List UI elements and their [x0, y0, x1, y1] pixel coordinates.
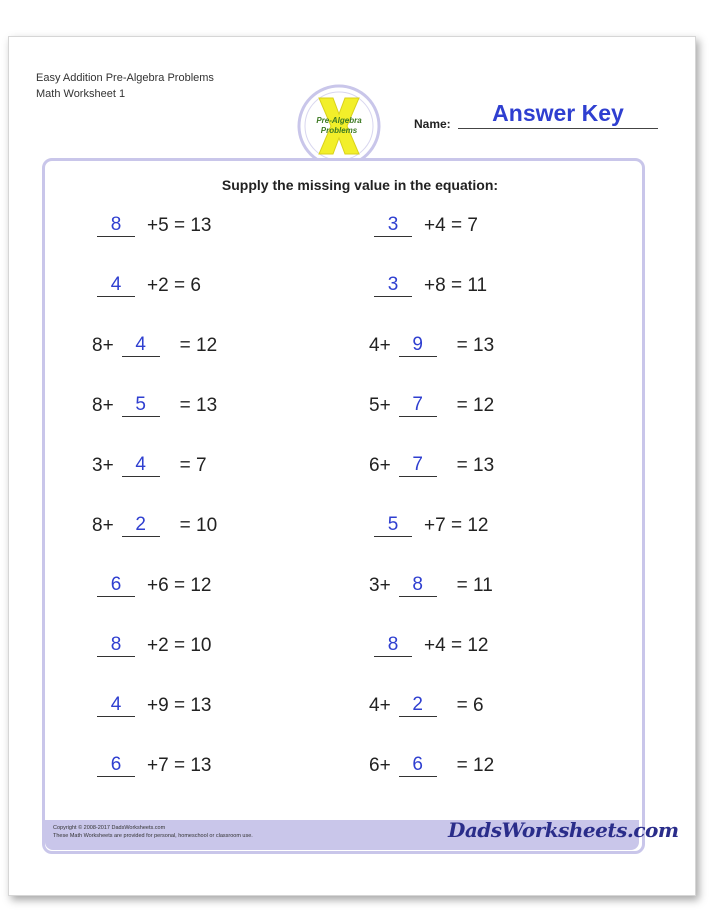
- problem-addend: 3+: [369, 575, 391, 596]
- problem-row: [97, 567, 211, 597]
- problem-rest: = 7: [179, 455, 207, 476]
- problem-row: [374, 267, 487, 297]
- problem-rest: = 13: [179, 395, 218, 416]
- problem-rest: = 13: [456, 455, 495, 476]
- problem-row: [97, 687, 211, 717]
- answer-blank[interactable]: 4: [122, 334, 160, 357]
- problem-rest: +2 = 10: [147, 635, 212, 656]
- answer-blank[interactable]: 8: [97, 214, 135, 237]
- pre-algebra-logo: [297, 84, 381, 168]
- problem-addend: 3+: [92, 455, 114, 476]
- answer-blank[interactable]: 8: [374, 634, 412, 657]
- usage-note: These Math Worksheets are provided for personal, homeschool or classroom use.: [53, 833, 253, 839]
- copyright-text: Copyright © 2008-2017 DadsWorksheets.com: [53, 825, 166, 831]
- answer-blank[interactable]: 2: [122, 514, 160, 537]
- answer-blank[interactable]: 2: [399, 694, 437, 717]
- problem-rest: = 6: [456, 695, 484, 716]
- problem-row: [369, 747, 494, 777]
- answer-blank[interactable]: 6: [97, 574, 135, 597]
- answer-blank[interactable]: 8: [97, 634, 135, 657]
- problem-row: [97, 207, 211, 237]
- answer-blank[interactable]: 4: [97, 694, 135, 717]
- answer-blank[interactable]: 3: [374, 214, 412, 237]
- problem-row: [97, 627, 211, 657]
- answer-key-text: Answer Key: [492, 100, 624, 126]
- footer-copyright-block: [53, 824, 253, 840]
- answer-blank[interactable]: 5: [374, 514, 412, 537]
- problem-row: [369, 567, 493, 597]
- problem-rest: = 12: [179, 335, 218, 356]
- problem-row: [374, 507, 488, 537]
- answer-blank[interactable]: 4: [97, 274, 135, 297]
- problem-row: [369, 447, 494, 477]
- problem-row: [369, 387, 494, 417]
- answer-blank[interactable]: 6: [399, 754, 437, 777]
- problem-row: [374, 627, 488, 657]
- logo-text-bottom: Problems: [320, 126, 358, 135]
- name-field[interactable]: [458, 98, 658, 129]
- problem-addend: 8+: [92, 515, 114, 536]
- logo-text-top: Pre-Algebra: [316, 116, 362, 125]
- problem-rest: +4 = 7: [424, 215, 478, 236]
- problem-addend: 5+: [369, 395, 391, 416]
- answer-blank[interactable]: 5: [122, 394, 160, 417]
- problem-rest: = 10: [179, 515, 218, 536]
- problem-row: [97, 747, 211, 777]
- problem-rest: +9 = 13: [147, 695, 212, 716]
- problem-rest: +5 = 13: [147, 215, 212, 236]
- problem-rest: +7 = 12: [424, 515, 489, 536]
- problem-addend: 4+: [369, 335, 391, 356]
- problem-row: [374, 207, 478, 237]
- answer-blank[interactable]: 8: [399, 574, 437, 597]
- problem-rest: = 12: [456, 395, 495, 416]
- name-label: Name:: [414, 117, 451, 131]
- problem-row: [92, 387, 217, 417]
- problem-row: [369, 327, 494, 357]
- problem-row: [97, 267, 201, 297]
- answer-blank[interactable]: 6: [97, 754, 135, 777]
- problem-rest: = 12: [456, 755, 495, 776]
- problem-addend: 4+: [369, 695, 391, 716]
- answer-blank[interactable]: 7: [399, 454, 437, 477]
- problem-row: [92, 447, 207, 477]
- problem-rest: +7 = 13: [147, 755, 212, 776]
- problem-addend: 8+: [92, 395, 114, 416]
- problem-rest: +8 = 11: [424, 275, 488, 296]
- problem-rest: +6 = 12: [147, 575, 212, 596]
- problem-row: [92, 327, 217, 357]
- problem-addend: 8+: [92, 335, 114, 356]
- answer-blank[interactable]: 3: [374, 274, 412, 297]
- worksheet-title: Easy Addition Pre-Algebra Problems: [36, 72, 214, 84]
- instruction-text: Supply the missing value in the equation:: [221, 177, 499, 193]
- problem-rest: = 13: [456, 335, 495, 356]
- problem-addend: 6+: [369, 455, 391, 476]
- worksheet-subtitle: Math Worksheet 1: [36, 88, 126, 100]
- problem-row: [92, 507, 217, 537]
- answer-blank[interactable]: 4: [122, 454, 160, 477]
- problem-row: [369, 687, 484, 717]
- problem-rest: +4 = 12: [424, 635, 489, 656]
- problem-rest: +2 = 6: [147, 275, 201, 296]
- answer-blank[interactable]: 9: [399, 334, 437, 357]
- worksheet-title-block: [36, 70, 214, 102]
- problem-addend: 6+: [369, 755, 391, 776]
- answer-blank[interactable]: 7: [399, 394, 437, 417]
- problem-rest: = 11: [456, 575, 493, 596]
- brand-logo: DadsWorksheets.com: [448, 818, 679, 842]
